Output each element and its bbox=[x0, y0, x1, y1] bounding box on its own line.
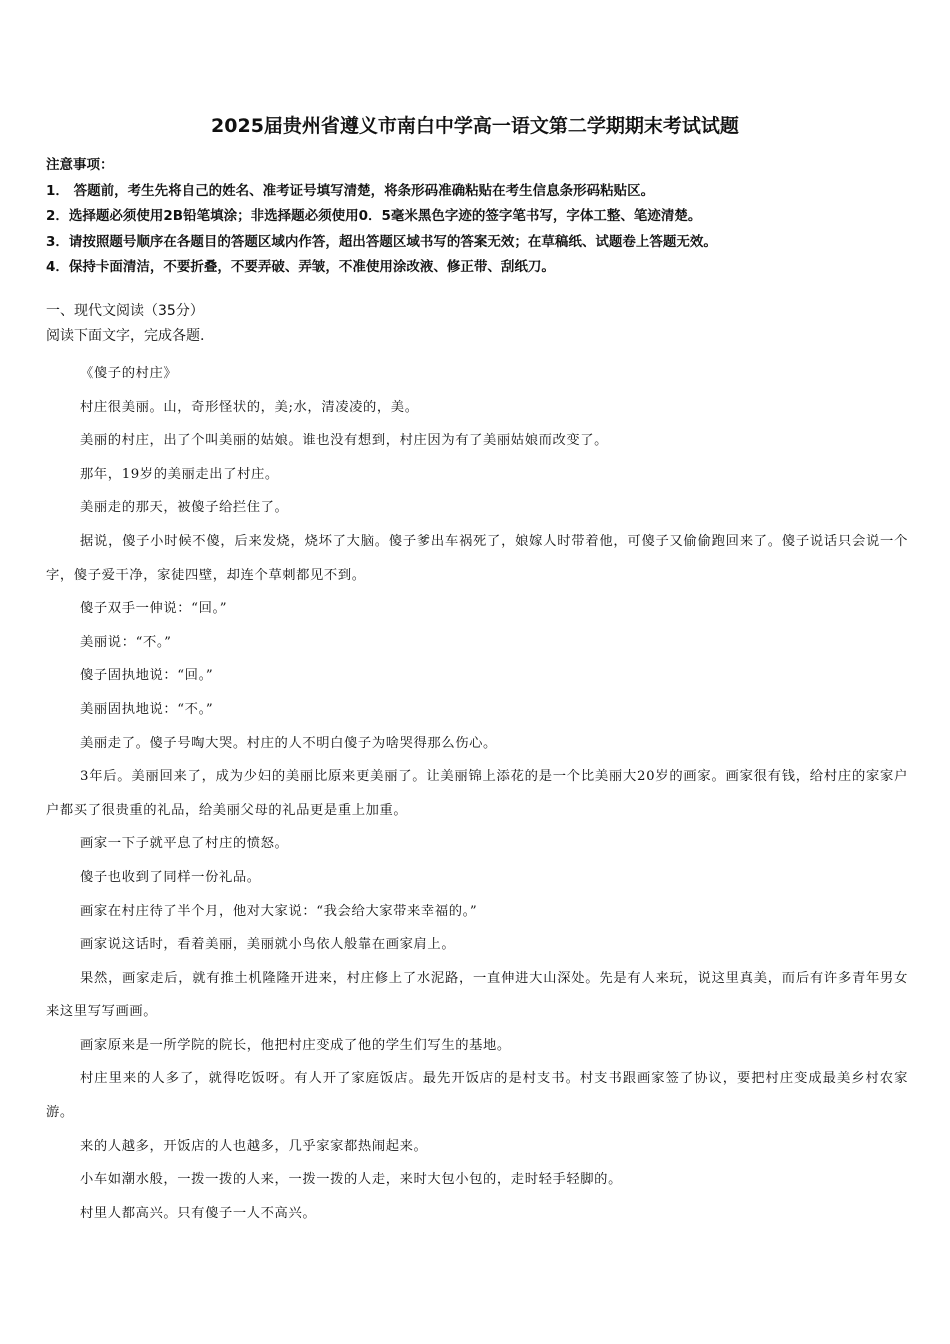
notice-item: 3．请按照题号顺序在各题目的答题区域内作答，超出答题区域书写的答案无效；在草稿纸、试题卷上答题无效。 bbox=[46, 233, 717, 250]
notice-block bbox=[46, 153, 916, 281]
passage bbox=[46, 357, 908, 1230]
paragraph: 美丽走了。傻子号啕大哭。村庄的人不明白傻子为啥哭得那么伤心。 bbox=[80, 735, 497, 751]
paragraph: 小车如潮水般，一拨一拨的人来，一拨一拨的人走，来时大包小包的，走时轻手轻脚的。 bbox=[80, 1172, 622, 1188]
paragraph: 据说，傻子小时候不傻，后来发烧，烧坏了大脑。傻子爹出车祸死了，娘嫁人时带着他，可傻子又偷偷跑回来了。傻子说话只会说一个字，傻子爱干净，家徒四壁，却连个草刺都见不到。 bbox=[46, 533, 908, 583]
paragraph: 村庄很美丽。山，奇形怪状的，美;水，清凌凌的，美。 bbox=[80, 399, 419, 415]
paragraph: 果然，画家走后，就有推土机隆隆开进来，村庄修上了水泥路，一直伸进大山深处。先是有人来玩，说这里真美，而后有许多青年男女来这里写写画画。 bbox=[46, 970, 908, 1020]
paragraph: 村庄里来的人多了，就得吃饭呀。有人开了家庭饭店。最先开饭店的是村支书。村支书跟画家签了协议，要把村庄变成最美乡村农家游。 bbox=[46, 1071, 908, 1121]
section-heading: 一、现代文阅读（35分） bbox=[46, 303, 204, 319]
notice-item: 4．保持卡面清洁，不要折叠，不要弄破、弄皱，不准使用涂改液、修正带、刮纸刀。 bbox=[46, 259, 555, 275]
notice-item: 1． 答题前，考生先将自己的姓名、准考证号填写清楚，将条形码准确粘贴在考生信息条形码粘贴区。 bbox=[46, 182, 655, 199]
passage-title: 《傻子的村庄》 bbox=[80, 366, 178, 381]
paragraph: 画家在村庄待了半个月，他对大家说：“我会给大家带来幸福的。” bbox=[80, 903, 478, 919]
paragraph: 来的人越多，开饭店的人也越多，几乎家家都热闹起来。 bbox=[80, 1138, 428, 1154]
paragraph: 美丽说：“不。” bbox=[80, 634, 172, 650]
paragraph: 画家原来是一所学院的院长，他把村庄变成了他的学生们写生的基地。 bbox=[80, 1037, 511, 1053]
paragraph: 傻子固执地说：“回。” bbox=[80, 668, 214, 684]
paragraph: 3年后。美丽回来了，成为少妇的美丽比原来更美丽了。让美丽锦上添花的是一个比美丽大20岁的画家。画家很有钱，给村庄的家家户户都买了很贵重的礼品，给美丽父母的礼品更是重上加重。 bbox=[46, 769, 908, 818]
paragraph: 美丽走的那天，被傻子给拦住了。 bbox=[80, 500, 289, 516]
paragraph: 傻子也收到了同样一份礼品。 bbox=[80, 869, 261, 885]
exam-title: 2025届贵州省遵义市南白中学高一语文第二学期期末考试试题 bbox=[211, 115, 739, 137]
notice-item: 2．选择题必须使用2B铅笔填涂；非选择题必须使用0．5毫米黑色字迹的签字笔书写，字体工整、笔迹清楚。 bbox=[46, 208, 702, 224]
paragraph: 村里人都高兴。只有傻子一人不高兴。 bbox=[80, 1205, 317, 1221]
paragraph: 画家说这话时，看着美丽，美丽就小鸟依人般靠在画家肩上。 bbox=[80, 937, 456, 953]
notice-heading: 注意事项： bbox=[46, 157, 114, 173]
paragraph: 画家一下子就平息了村庄的愤怒。 bbox=[80, 836, 289, 852]
paragraph: 美丽固执地说：“不。” bbox=[80, 701, 214, 717]
paragraph: 美丽的村庄，出了个叫美丽的姑娘。谁也没有想到，村庄因为有了美丽姑娘而改变了。 bbox=[80, 433, 609, 449]
paragraph: 傻子双手一伸说：“回。” bbox=[80, 601, 228, 617]
paragraph: 那年，19岁的美丽走出了村庄。 bbox=[80, 466, 279, 482]
reading-instruction: 阅读下面文字，完成各题. bbox=[46, 328, 205, 344]
